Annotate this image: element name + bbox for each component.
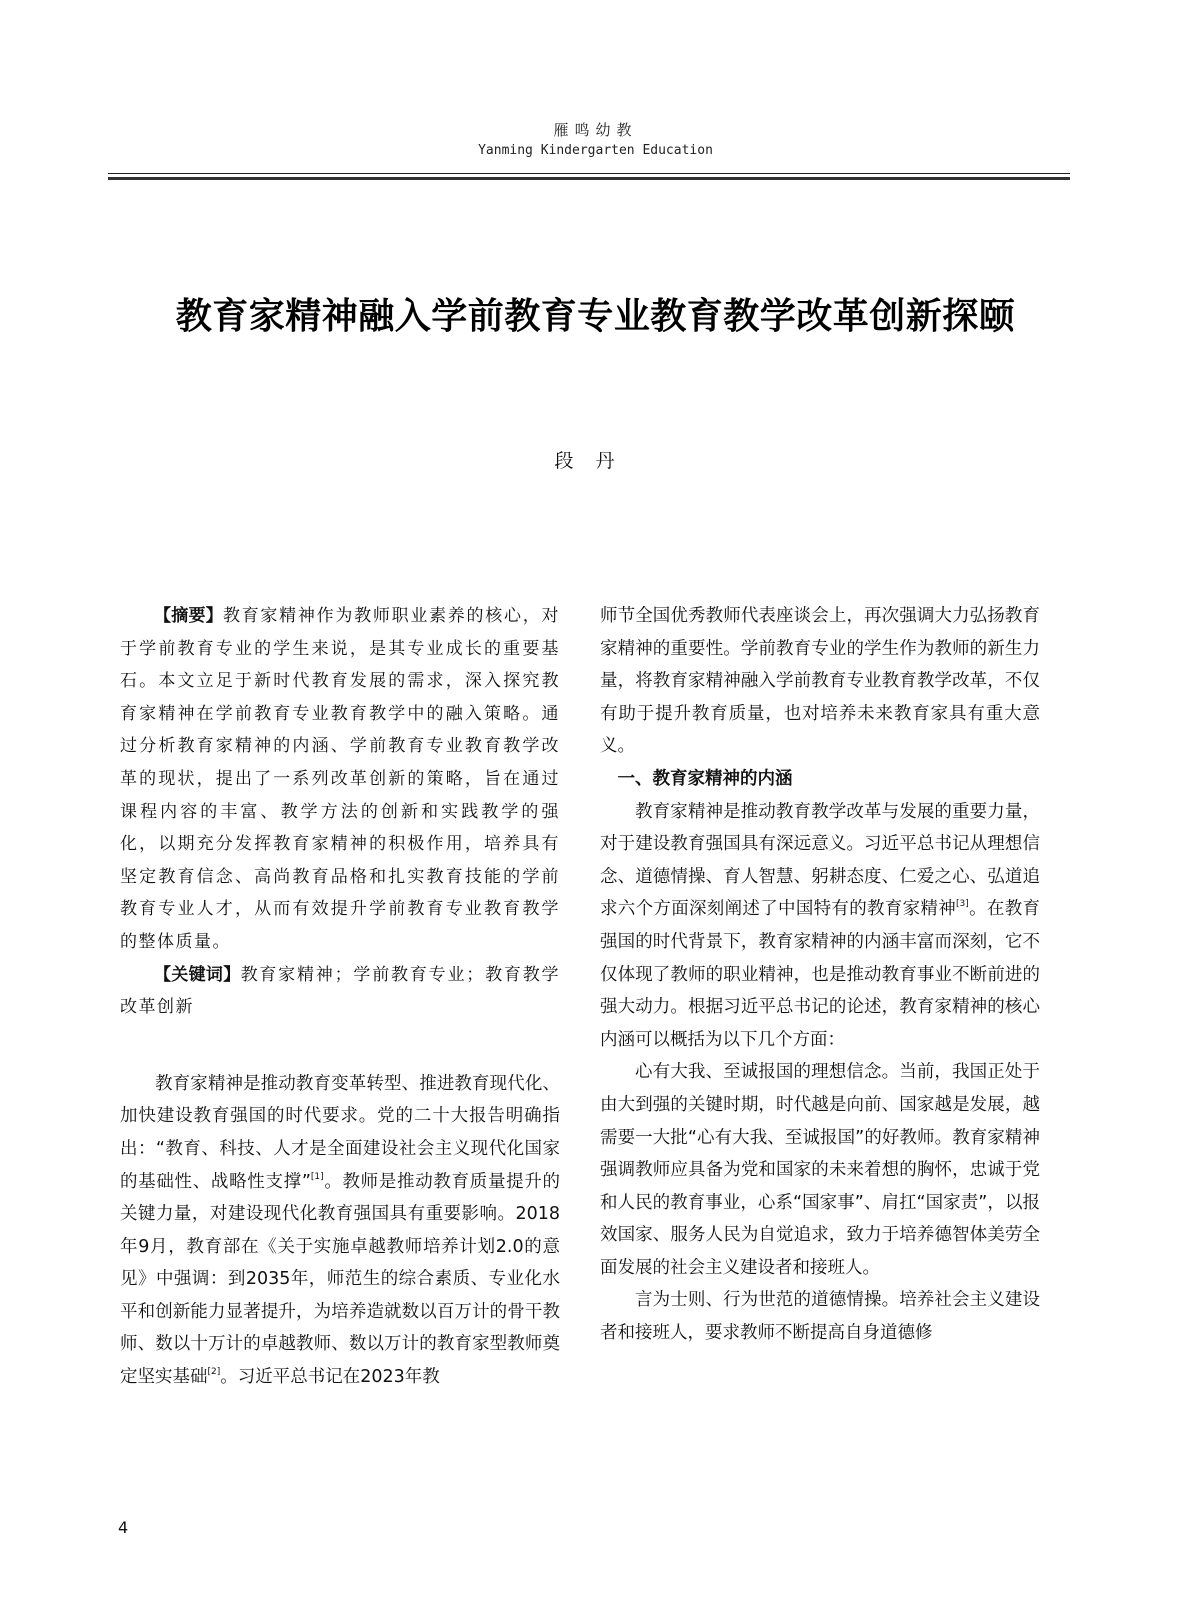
body-paragraph [120,1068,560,1394]
abstract-label: 【摘要】 [154,606,223,626]
body-paragraph: 心有大我、至诚报国的理想信念。当前，我国正处于由大到强的关键时期，时代越是向前、国家越是发展，越需要一大批“心有大我、至诚报国”的好教师。教育家精神强调教师应具备为党和国家的未来着想的胸怀，忠诚于党和人民的教育事业，心系“国家事”、肩扛“国家责”，以报效国家、服务人民为自觉追求，致力于培养德智体美劳全面发展的社会主义建设者和接班人。 [600,1062,1040,1278]
paragraph-text: 教育家精神是推动教育教学改革与发展的重要力量，对于建设教育强国具有深远意义。习近平总书记从理想信念、道德情操、育人智慧、躬耕态度、仁爱之心、弘道追求六个方面深刻阐述了中国特有的教育家精神 [600,801,1040,920]
body-paragraph: 师节全国优秀教师代表座谈会上，再次强调大力弘扬教育家精神的重要性。学前教育专业的学生作为教师的新生力量，将教育家精神融入学前教育专业教育教学改革，不仅有助于提升教育质量，也对培养未来教育家具有重大意义。 [600,606,1040,757]
abstract [120,600,560,959]
page-number: 4 [118,1518,129,1537]
paragraph-text: 。在教育强国的时代背景下，教育家精神的内涵丰富而深刻，它不仅体现了教师的职业精神，也是推动教育事业不断前进的强大动力。根据习近平总书记的论述，教育家精神的核心内涵可以概括为以下几个方面： [600,899,1041,1050]
author-name: 段丹 [554,450,637,472]
body-paragraph [600,796,1040,1057]
header-rule-thin [108,173,1070,174]
paragraph-text: 教育家精神是推动教育变革转型、推进教育现代化、加快建设教育强国的时代要求。党的二十大报告明确指出：“教育、科技、人才是全面建设社会主义现代化国家的基础性、战略性支撑” [120,1073,560,1192]
header-rule-thick [108,177,1070,180]
keywords-label: 【关键词】 [154,964,241,985]
paragraph-text: 。教师是推动教育质量提升的关键力量，对建设现代化教育强国具有重要影响。2018年9月，教育部在《关于实施卓越教师培养计划2.0的意见》中强调：到2035年，师范生的综合素质、专业化水平和创新能力显著提升，为培养造就数以百万计的骨干教师、数以十万计的卓越教师、数以万计的教育家型教师奠定坚实基础 [120,1171,560,1388]
citation-ref: [3] [956,899,969,910]
citation-ref: [2] [207,1367,221,1378]
section-heading: 一、教育家精神的内涵 [617,768,793,789]
running-header [0,120,1191,160]
body-paragraph: 言为士则、行为世范的道德情操。培养社会主义建设者和接班人，要求教师不断提高自身道德修 [600,1290,1040,1344]
keywords [120,959,560,1024]
citation-ref: [1] [310,1171,324,1182]
left-column [120,600,560,1394]
abstract-text: 教育家精神作为教师职业素养的核心，对于学前教育专业的学生来说，是其专业成长的重要基石。本文立足于新时代教育发展的需求，深入探究教育家精神在学前教育专业教育教学中的融入策略。通过分析教育家精神的内涵、学前教育专业教育教学改革的现状，提出了一系列改革创新的策略，旨在通过课程内容的丰富、教学方法的创新和实践教学的强化，以期充分发挥教育家精神的积极作用，培养具有坚定教育信念、高尚教育品格和扎实教育技能的学前教育专业人才，从而有效提升学前教育专业教育教学的整体质量。 [120,606,560,952]
journal-name-chinese: 雁鸣幼教 [553,121,638,139]
article-title: 教育家精神融入学前教育专业教育教学改革创新探颐 [175,295,1016,337]
journal-name-english: Yanming Kindergarten Education [478,143,713,158]
section-spacer [120,1024,560,1068]
keywords-text: 教育家精神；学前教育专业；教育教学改革创新 [120,964,561,1018]
right-column [600,600,1040,1350]
paragraph-text: 。习近平总书记在2023年教 [220,1367,440,1388]
